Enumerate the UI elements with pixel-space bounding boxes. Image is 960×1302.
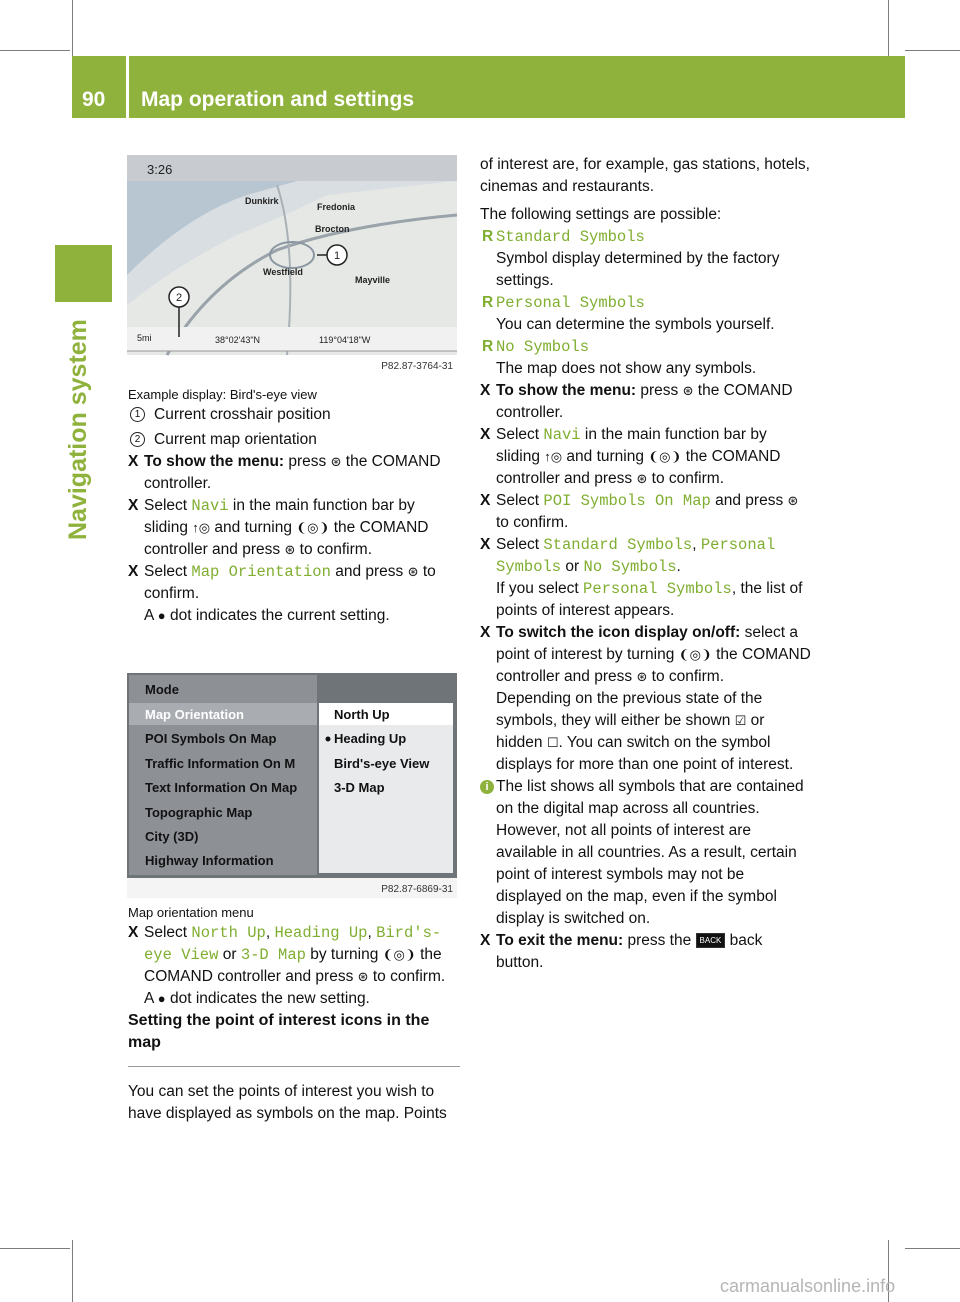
text-run: to confirm. — [295, 541, 373, 558]
text-run: to confirm. — [647, 470, 725, 487]
text-run: North Up — [191, 924, 266, 942]
press-icon: ⊛ — [284, 542, 296, 557]
footer-watermark: carmanualsonline.info — [720, 1276, 896, 1296]
step — [480, 534, 813, 622]
menu-item: Highway Information — [145, 853, 274, 868]
map-place: Westfield — [263, 267, 303, 277]
step — [480, 930, 813, 974]
text-run: To show the menu: — [496, 382, 637, 399]
step — [128, 561, 460, 627]
checkbox-checked-icon: ☑ — [734, 713, 747, 728]
text-run: press — [636, 382, 683, 399]
back-key-icon: BACK — [696, 933, 726, 948]
option-item — [480, 292, 813, 336]
paragraph: The following settings are possible: — [480, 206, 722, 223]
text-run: The map does not show any symbols. — [496, 360, 757, 377]
map-figure — [127, 155, 457, 375]
text-run: or — [218, 946, 241, 963]
text-run: dot indicates the current setting. — [165, 607, 390, 624]
text-run: the COMAND controller. — [144, 453, 441, 492]
text-run: the COMAND controller. — [496, 382, 793, 421]
map-scale: 5mi — [137, 333, 152, 343]
text-run: select a point of interest by turning — [496, 624, 799, 663]
text-run: To exit the menu: — [496, 932, 624, 949]
text-run: 1 — [333, 250, 341, 262]
press-icon: ⊛ — [636, 669, 648, 684]
turn-icon: ❨◎❩ — [678, 647, 712, 662]
text-run: X — [480, 932, 491, 949]
turn-icon: ❨◎❩ — [296, 520, 330, 535]
text-run: and turning — [210, 519, 297, 536]
turn-icon: ❨◎❩ — [382, 947, 416, 962]
menu-item: Text Information On Map — [145, 780, 298, 795]
press-icon: ⊛ — [407, 564, 419, 579]
text-run: A — [144, 607, 158, 624]
submenu-item: North Up — [334, 707, 390, 722]
text-run: No Symbols — [496, 338, 590, 356]
dot-icon: ● — [157, 991, 166, 1006]
text-run: and turning — [562, 448, 649, 465]
text-run: to confirm. — [496, 514, 569, 531]
text-run: , — [367, 924, 377, 941]
press-icon: ⊛ — [787, 493, 799, 508]
press-icon: ⊛ — [357, 969, 369, 984]
slide-icon: ↑◎ — [192, 520, 211, 535]
text-run: Current crosshair position — [154, 406, 331, 423]
text-run: Select — [496, 426, 544, 443]
text-run: or hidden — [496, 712, 765, 751]
text-run: and press — [710, 492, 788, 509]
text-run: Select — [144, 497, 192, 514]
text-run: Bird's-eye View — [144, 924, 442, 964]
text-run: , — [265, 924, 275, 941]
text-run: X — [128, 497, 139, 514]
text-run: to confirm. — [647, 668, 725, 685]
left-column-lower — [128, 904, 460, 1125]
menu-item: City (3D) — [145, 829, 199, 844]
step — [480, 380, 813, 424]
section-title: Map operation and settings — [141, 88, 415, 111]
text-run: Standard Symbols — [543, 536, 693, 554]
text-run: R — [482, 294, 494, 311]
submenu-item: 3-D Map — [334, 780, 385, 795]
header-separator — [126, 56, 129, 118]
page-number: 90 — [82, 88, 106, 111]
selection-dot — [326, 737, 331, 742]
text-run: 2 — [175, 292, 183, 304]
map-time: 3:26 — [147, 162, 173, 177]
text-run: , — [692, 536, 701, 553]
submenu-item: Bird's-eye View — [334, 756, 430, 771]
menu-item: Topographic Map — [145, 805, 253, 820]
text-run: X — [128, 453, 139, 470]
paragraph: of interest are, for example, gas stations, hotels, cinemas and restaurants. — [480, 156, 810, 195]
info-note — [480, 776, 813, 930]
text-run: in the main function bar by sliding — [496, 426, 767, 465]
menu-figure — [127, 673, 457, 898]
text-run: X — [480, 624, 491, 641]
text-run: You can determine the symbols yourself. — [496, 316, 775, 333]
checkbox-unchecked-icon: ☐ — [546, 735, 559, 750]
text-run: . — [676, 558, 681, 575]
step — [128, 922, 460, 1010]
map-image — [127, 155, 457, 375]
text-run: Heading Up — [274, 924, 368, 942]
text-run: Personal Symbols — [496, 536, 776, 576]
text-run: press the — [623, 932, 696, 949]
text-run: Navi — [191, 497, 229, 515]
text-run: and press — [330, 563, 408, 580]
menu-item: Map Orientation — [145, 707, 244, 722]
menu-image — [127, 673, 457, 898]
turn-icon: ❨◎❩ — [648, 449, 682, 464]
text-run: Depending on the previous state of the symbols, they will either be shown — [496, 690, 763, 729]
text-run: X — [480, 536, 491, 553]
map-place: Brocton — [315, 224, 350, 234]
text-run: R — [482, 338, 494, 355]
text-run: No Symbols — [583, 558, 677, 576]
step — [480, 424, 813, 490]
press-icon: ⊛ — [636, 471, 648, 486]
text-run: To switch the icon display on/off: — [496, 624, 741, 641]
figure-caption: Map orientation menu — [128, 905, 254, 920]
step — [128, 451, 460, 495]
text-run: the COMAND controller and press — [144, 519, 429, 558]
crop-mark — [0, 50, 70, 51]
text-run: to confirm. — [144, 563, 436, 602]
text-run: The list shows all symbols that are contained on the digital map across all countries. However, not all points of interest are available in all countries. As a result, certain point of interest symbols may not be displayed on the map, even if the symbol display is switched on. — [496, 778, 804, 927]
text-run: back button. — [496, 932, 763, 971]
text-run: Standard Symbols — [496, 228, 645, 246]
text-run: X — [128, 563, 139, 580]
option-item — [480, 336, 813, 380]
press-icon: ⊛ — [330, 454, 342, 469]
image-code: P82.87-3764-31 — [381, 361, 453, 372]
text-run: Symbol display determined by the factory settings. — [496, 250, 780, 289]
text-run: or — [561, 558, 584, 575]
map-place: Fredonia — [317, 202, 356, 212]
crop-mark — [72, 1240, 73, 1302]
text-run: . You can switch on the symbol displays for more than one point of interest. — [496, 734, 794, 773]
map-latitude: 38°02'43"N — [215, 335, 261, 345]
text-run: If you select — [496, 580, 584, 597]
text-run: Select — [496, 536, 544, 553]
text-run: Select — [144, 563, 192, 580]
text-run: 3-D Map — [240, 946, 306, 964]
text-run: press — [284, 453, 331, 470]
text-run: Navi — [543, 426, 581, 444]
text-run: 1 — [130, 407, 145, 422]
step — [480, 490, 813, 534]
text-run: X — [480, 382, 491, 399]
text-run: A — [144, 990, 158, 1007]
step — [480, 622, 813, 776]
text-run: POI Symbols On Map — [543, 492, 711, 510]
crop-mark — [905, 1248, 960, 1249]
menu-item: Traffic Information On M — [145, 756, 296, 771]
heading-rule — [128, 1066, 460, 1067]
left-column — [128, 386, 460, 627]
side-tab-label: Navigation system — [64, 319, 92, 540]
text-run: R — [482, 228, 494, 245]
paragraph: You can set the points of interest you wish to have displayed as symbols on the map. Points — [128, 1083, 447, 1122]
legend-item — [128, 429, 460, 451]
text-run: by turning — [305, 946, 383, 963]
map-place: Mayville — [355, 275, 391, 285]
text-run: Personal Symbols — [496, 294, 645, 312]
text-run: X — [128, 924, 139, 941]
text-run: X — [480, 426, 491, 443]
crop-mark — [0, 1248, 70, 1249]
info-icon: i — [480, 780, 494, 794]
text-run: Select — [496, 492, 544, 509]
crop-mark — [905, 50, 960, 51]
text-run: , the list of points of interest appears. — [496, 580, 803, 619]
map-longitude: 119°04'18"W — [319, 335, 371, 345]
text-run: the COMAND controller and press — [496, 448, 781, 487]
text-run: Map Orientation — [191, 563, 331, 581]
submenu-item: Heading Up — [334, 731, 407, 746]
text-run: 2 — [130, 432, 145, 447]
right-column — [480, 154, 813, 974]
menu-item: POI Symbols On Map — [145, 731, 277, 746]
dot-icon: ● — [157, 608, 166, 623]
text-run: in the main function bar by sliding — [144, 497, 415, 536]
option-item — [480, 226, 813, 292]
text-run: X — [480, 492, 491, 509]
text-run: the COMAND controller and press — [496, 646, 811, 685]
figure-caption: Example display: Bird's-eye view — [128, 387, 317, 402]
image-code: P82.87-6869-31 — [381, 884, 453, 895]
text-run: to confirm. — [368, 968, 446, 985]
legend-item — [128, 404, 460, 426]
slide-icon: ↑◎ — [544, 449, 563, 464]
text-run: dot indicates the new setting. — [165, 990, 370, 1007]
text-run: Select — [144, 924, 192, 941]
section-heading: Setting the point of interest icons in the map — [128, 1012, 430, 1051]
text-run: Current map orientation — [154, 431, 317, 448]
press-icon: ⊛ — [682, 383, 694, 398]
text-run: the COMAND controller and press — [144, 946, 442, 985]
step — [128, 495, 460, 561]
menu-item: Mode — [145, 682, 179, 697]
text-run: To show the menu: — [144, 453, 285, 470]
map-place: Dunkirk — [245, 196, 279, 206]
text-run: Personal Symbols — [583, 580, 732, 598]
